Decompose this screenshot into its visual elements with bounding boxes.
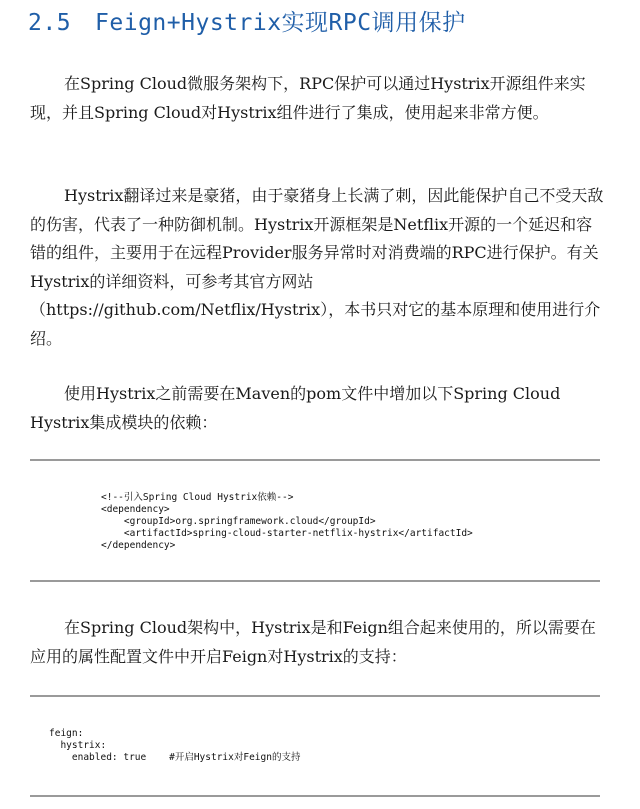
code-line: <dependency> [101,504,170,515]
code-line: <!--引入Spring Cloud Hystrix依赖--> [101,492,294,503]
section-number: 2.5 [28,10,72,36]
code-block-top-rule [30,459,600,461]
code-line: </dependency> [101,540,176,551]
code-line: <artifactId>spring-cloud-starter-netflix-hystrix</artifactId> [101,528,473,539]
code-block-bottom-rule [30,795,600,797]
paragraph-intro: 在Spring Cloud微服务架构下，RPC保护可以通过Hystrix开源组件来实现，并且Spring Cloud对Hystrix组件进行了集成，使用起来非常方便。 [30,74,586,122]
paragraph-maven-dependency: 使用Hystrix之前需要在Maven的pom文件中增加以下Spring Cloud Hystrix集成模块的依赖： [30,384,561,432]
code-line: <groupId>org.springframework.cloud</groupId> [101,516,376,527]
paragraph-hystrix-description: Hystrix翻译过来是豪猪，由于豪猪身上长满了刺，因此能保护自己不受天敌的伤害，代表了一种防御机制。Hystrix开源框架是Netflix开源的一个延迟和容错的组件，主要用于在远程Provider服务异常时对消费端的RPC进行保护。有关Hystrix的详细资料，可参考其官方网站（https://github.com/Netflix/Hystrix），本书只对它的基本原理和使用进行介绍。 [30,186,604,348]
code-line: enabled: true #开启Hystrix对Feign的支持 [49,752,301,763]
code-block-yaml [49,728,300,764]
paragraph-feign-config: 在Spring Cloud架构中，Hystrix是和Feign组合起来使用的，所以需要在应用的属性配置文件中开启Feign对Hystrix的支持： [30,618,596,666]
code-line: hystrix: [49,740,107,751]
code-block-top-rule [30,695,600,697]
code-block-maven [101,492,473,552]
code-block-bottom-rule [30,580,600,582]
section-heading [28,4,466,37]
code-line: feign: [49,728,84,739]
section-title: Feign+Hystrix实现RPC调用保护 [95,10,466,36]
